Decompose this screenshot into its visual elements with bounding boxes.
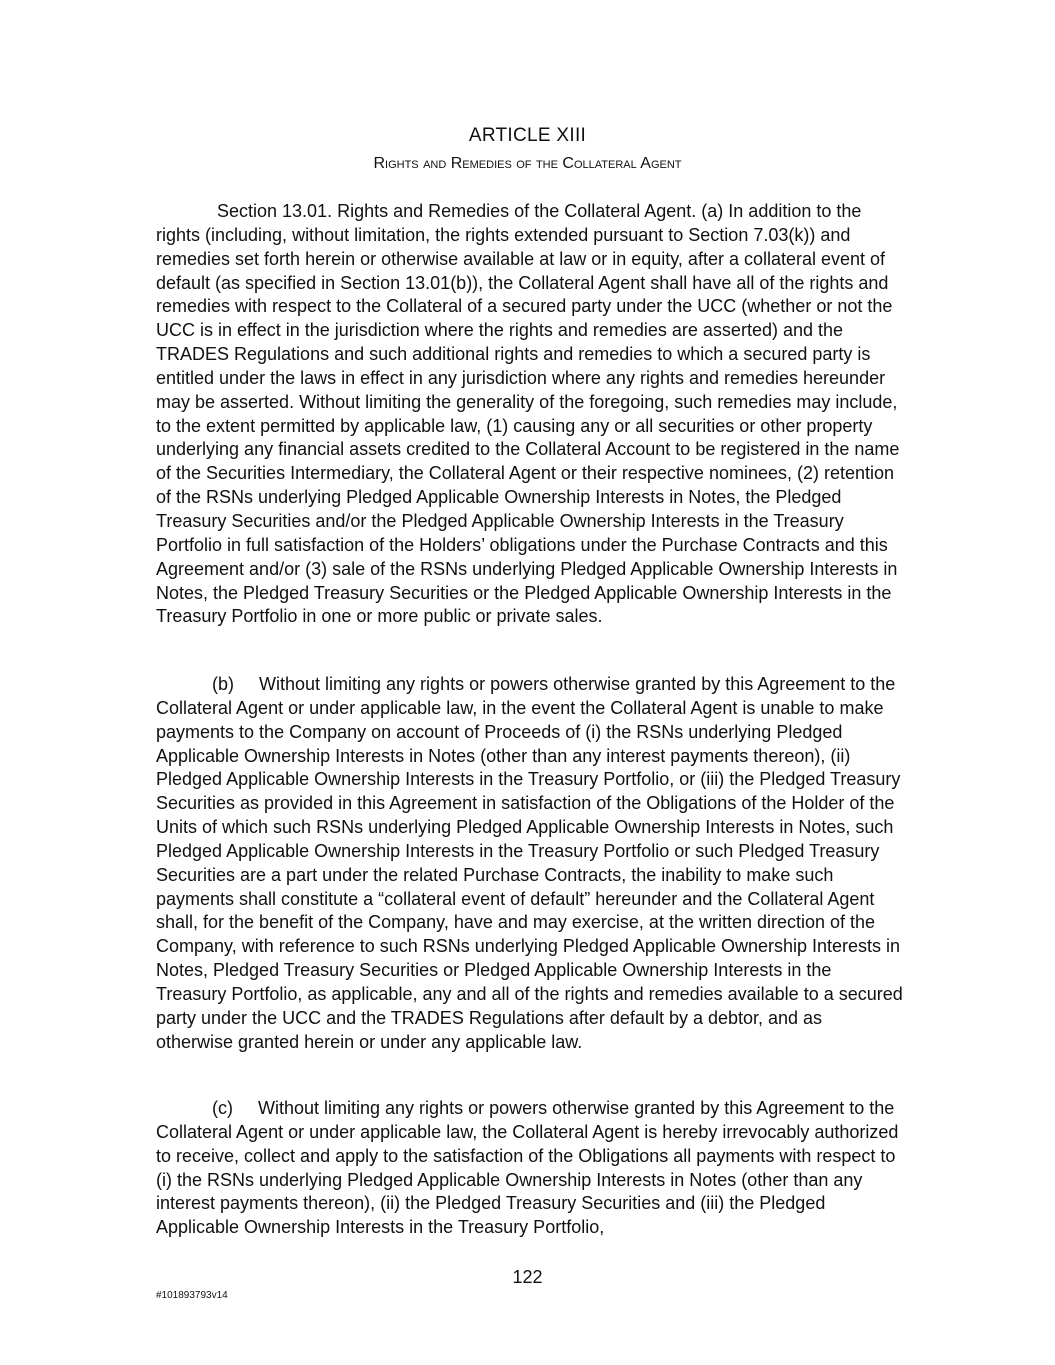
page-number: 122 xyxy=(512,1267,543,1287)
article-subtitle: Rights and Remedies of the Collateral Agent xyxy=(373,155,682,172)
article-title: ARTICLE XIII xyxy=(468,125,587,146)
paragraph-label: (c) xyxy=(212,1098,233,1118)
paragraph-label: (b) xyxy=(212,674,234,694)
paragraph-b xyxy=(156,673,904,1055)
paragraph-text: Without limiting any rights or powers otherwise granted by this Agreement to the Collateral Agent or under applicable law, the Collateral Agent is hereby irrevocably authorized to receive, collect and apply to the satisfaction of the Obligations all payments with respect to (i) the RSNs underlying Pledged Applicable Ownership Interests in Notes (other than any interest payments thereon), (ii) the Pledged Treasury Securities and (iii) the Pledged Applicable Ownership Interests in the Treasury Portfolio, xyxy=(156,1098,899,1238)
paragraph-text: Section 13.01. Rights and Remedies of the Collateral Agent. (a) In addition to the rights (including, without limitation, the rights extended pursuant to Section 7.03(k)) and remedies set forth herein or otherwise available at law or in equity, after a collateral event of default (as specified in Section 13.01(b)), the Collateral Agent shall have all of the rights and remedies with respect to the Collateral of a secured party under the UCC (whether or not the UCC is in effect in the jurisdiction where the rights and remedies are asserted) and the TRADES Regulations and such additional rights and remedies to which a secured party is entitled under the laws in effect in any jurisdiction where any rights and remedies hereunder may be asserted. Without limiting the generality of the foregoing, such remedies may include, to the extent permitted by applicable law, (1) causing any or all securities or other property underlying any financial assets credited to the Collateral Account to be registered in the name of the Securities Intermediary, the Collateral Agent or their respective nominees, (2) retention of the RSNs underlying Pledged Applicable Ownership Interests in Notes, the Pledged Treasury Securities and/or the Pledged Applicable Ownership Interests in the Treasury Portfolio in full satisfaction of the Holders’ obligations under the Purchase Contracts and this Agreement and/or (3) sale of the RSNs underlying Pledged Applicable Ownership Interests in Notes, the Pledged Treasury Securities or the Pledged Applicable Ownership Interests in the Treasury Portfolio in one or more public or private sales. xyxy=(156,201,900,627)
paragraph-text: Without limiting any rights or powers otherwise granted by this Agreement to the Collateral Agent or under applicable law, in the event the Collateral Agent is unable to make payments to the Company on account of Proceeds of (i) the RSNs underlying Pledged Applicable Ownership Interests in Notes (other than any interest payments thereon), (ii) Pledged Applicable Ownership Interests in the Treasury Portfolio, or (iii) the Pledged Treasury Securities as provided in this Agreement in satisfaction of the Obligations of the Holder of the Units of which such RSNs underlying Pledged Applicable Ownership Interests in Notes, such Pledged Applicable Ownership Interests in the Treasury Portfolio or such Pledged Treasury Securities are a part under the related Purchase Contracts, the inability to make such payments shall constitute a “collateral event of default” hereunder and the Collateral Agent shall, for the benefit of the Company, have and may exercise, at the written direction of the Company, with reference to such RSNs underlying Pledged Applicable Ownership Interests in Notes, Pledged Treasury Securities or Pledged Applicable Ownership Interests in the Treasury Portfolio, as applicable, any and all of the rights and remedies available to a secured party under the UCC and the TRADES Regulations after default by a debtor, and as otherwise granted herein or under any applicable law. xyxy=(156,674,903,1052)
section-13-01-paragraph-a xyxy=(156,200,904,629)
paragraph-c xyxy=(156,1097,904,1240)
document-id: #101893793v14 xyxy=(156,1290,228,1301)
